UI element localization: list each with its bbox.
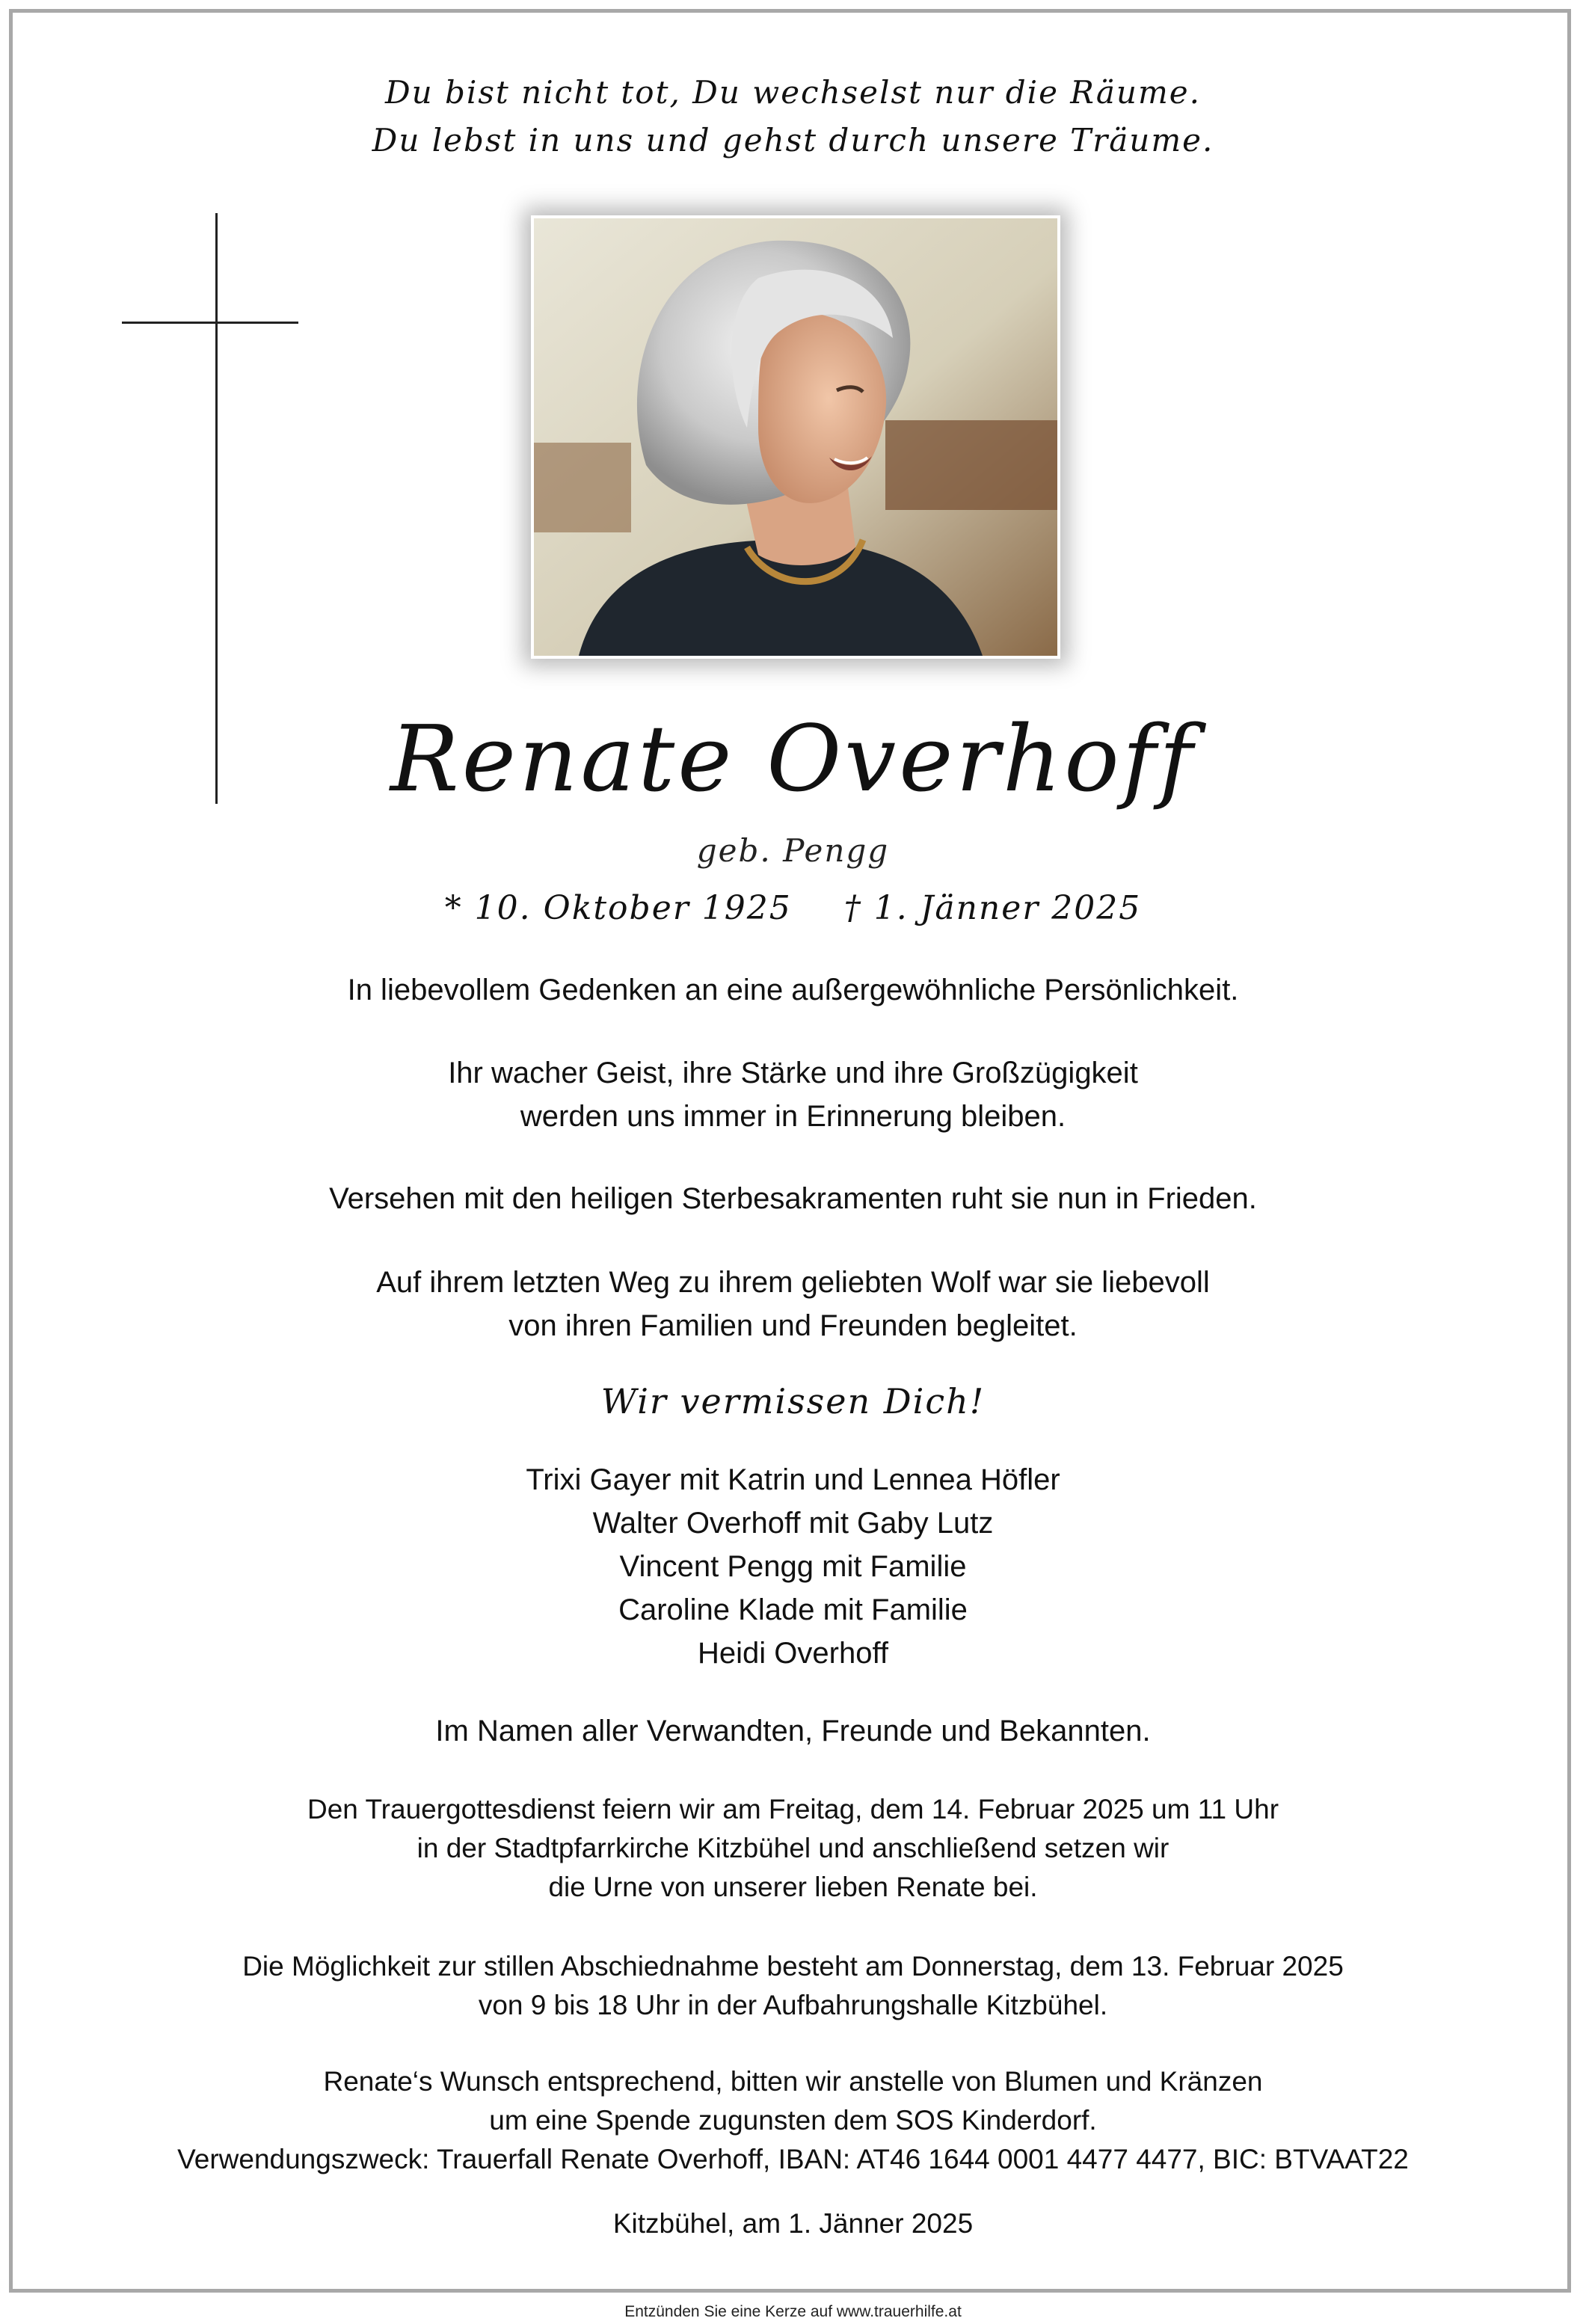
cross-icon-bar xyxy=(122,322,298,324)
service-line: Den Trauergottesdienst feiern wir am Freitag, dem 14. Februar 2025 um 11 Uhr xyxy=(307,1794,1279,1825)
tribute-line: von ihren Familien und Freunden begleitet. xyxy=(508,1309,1078,1342)
donation-line: um eine Spende zugunsten dem SOS Kinderdorf. xyxy=(489,2105,1097,2136)
tribute-paragraph xyxy=(0,1177,1586,1220)
tribute-paragraph xyxy=(0,968,1586,1012)
place-date: Kitzbühel, am 1. Jänner 2025 xyxy=(612,2208,974,2239)
service-line: die Urne von unserer lieben Renate bei. xyxy=(548,1872,1038,1902)
service-line: in der Stadtpfarrkirche Kitzbühel und anschließend setzen wir xyxy=(417,1833,1169,1863)
mourner-entry: Caroline Klade mit Familie xyxy=(618,1593,968,1626)
tribute-paragraph xyxy=(0,1051,1586,1138)
on-behalf-line: Im Namen aller Verwandten, Freunde und Bekannten. xyxy=(435,1715,1151,1747)
maiden-name: geb. Pengg xyxy=(696,832,890,869)
donation-info xyxy=(0,2062,1586,2179)
service-info xyxy=(0,1790,1586,1907)
donation-line: Verwendungszweck: Trauerfall Renate Overhoff, IBAN: AT46 1644 0001 4477 4477, BIC: BTVAAT22 xyxy=(177,2144,1409,2174)
life-dates xyxy=(0,886,1586,931)
poem-line: Du lebst in uns und gehst durch unsere Träume. xyxy=(372,122,1214,159)
mourner-entry: Vincent Pengg mit Familie xyxy=(619,1550,967,1583)
viewing-line: von 9 bis 18 Uhr in der Aufbahrungshalle Kitzbühel. xyxy=(478,1990,1108,2020)
viewing-info xyxy=(0,1947,1586,2025)
portrait-photo xyxy=(531,215,1060,659)
candle-link[interactable]: Entzünden Sie eine Kerze auf www.trauerhilfe.at xyxy=(624,2303,962,2320)
donation-line: Renate‘s Wunsch entsprechend, bitten wir anstelle von Blumen und Kränzen xyxy=(323,2066,1263,2097)
mourners-list xyxy=(0,1458,1586,1675)
tribute-line: Auf ihrem letzten Weg zu ihrem geliebten Wolf war sie liebevoll xyxy=(376,1266,1210,1299)
portrait-illustration xyxy=(534,218,1057,656)
mourner-entry: Walter Overhoff mit Gaby Lutz xyxy=(592,1507,994,1540)
tribute-line: Versehen mit den heiligen Sterbesakramenten ruht sie nun in Frieden. xyxy=(329,1182,1257,1215)
poem xyxy=(0,69,1586,165)
tribute-line: In liebevollem Gedenken an eine außergewöhnliche Persönlichkeit. xyxy=(347,974,1239,1006)
tribute-line: Ihr wacher Geist, ihre Stärke und ihre Großzügigkeit xyxy=(448,1057,1138,1089)
miss-you-heading: Wir vermissen Dich! xyxy=(600,1381,986,1421)
birth-date: * 10. Oktober 1925 xyxy=(444,889,792,927)
mourner-entry: Heidi Overhoff xyxy=(698,1637,888,1670)
tribute-line: werden uns immer in Erinnerung bleiben. xyxy=(520,1100,1066,1133)
deceased-name: Renate Overhoff xyxy=(390,706,1196,812)
death-date: † 1. Jänner 2025 xyxy=(843,889,1142,927)
tribute-paragraph xyxy=(0,1261,1586,1347)
mourner-entry: Trixi Gayer mit Katrin und Lennea Höfler xyxy=(526,1463,1060,1496)
poem-line: Du bist nicht tot, Du wechselst nur die Räume. xyxy=(384,74,1202,111)
viewing-line: Die Möglichkeit zur stillen Abschiednahme besteht am Donnerstag, dem 13. Februar 2025 xyxy=(242,1951,1344,1982)
